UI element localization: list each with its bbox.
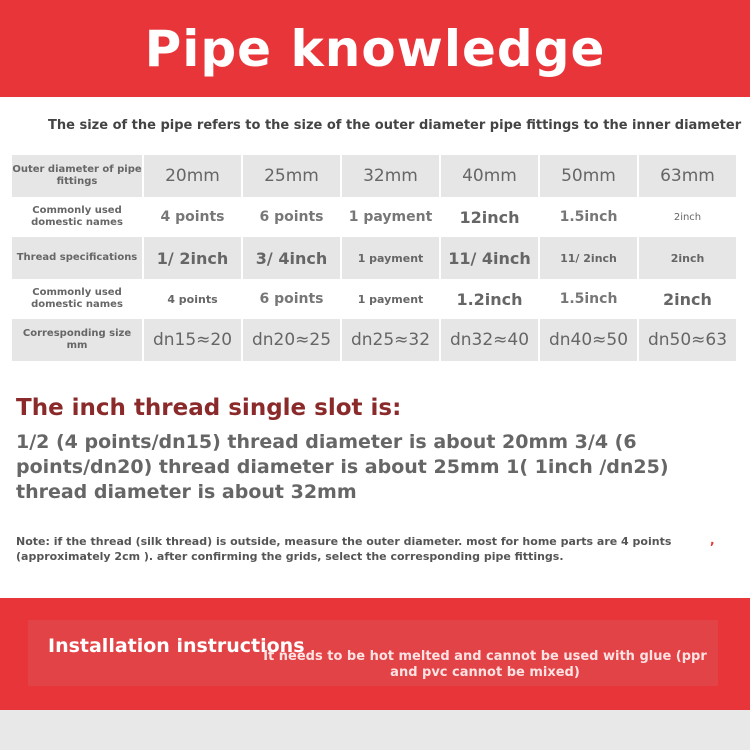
table-cell: 4 points <box>144 201 243 233</box>
table-row <box>12 237 738 279</box>
table-cell: 20mm <box>144 155 243 197</box>
table-cell: 25mm <box>243 155 342 197</box>
table-row <box>12 319 738 361</box>
table-cell: 1 payment <box>342 283 441 315</box>
table-cell: 1.2inch <box>441 283 540 315</box>
footer-title: Installation instructions <box>48 635 305 657</box>
footer-text: It needs to be hot melted and cannot be used with glue (ppr and pvc cannot be mixed) <box>263 649 707 680</box>
section-body: 1/2 (4 points/dn15) thread diameter is about 20mm 3/4 (6 points/dn20) thread diameter is about 25mm 1( 1inch /dn25) thread diameter is about 32mm <box>16 431 669 503</box>
table-row <box>12 283 738 315</box>
table-row <box>12 155 738 197</box>
intro-text: The size of the pipe refers to the size of the outer diameter pipe fittings to the inner diameter <box>48 118 742 133</box>
table-cell: 1 payment <box>342 201 441 233</box>
footer-panel <box>28 620 718 686</box>
table-cell: 1.5inch <box>540 283 639 315</box>
row-header: Corresponding size mm <box>12 319 144 361</box>
spec-table <box>12 155 738 365</box>
table-cell: 2inch <box>639 237 738 279</box>
table-row <box>12 201 738 233</box>
table-cell: 4 points <box>144 283 243 315</box>
row-header: Outer diameter of pipe fittings <box>12 155 144 197</box>
table-cell: 2inch <box>639 201 738 233</box>
header-banner <box>0 0 750 97</box>
table-cell: 1.5inch <box>540 201 639 233</box>
table-cell: 12inch <box>441 201 540 233</box>
section-title: The inch thread single slot is: <box>16 395 402 421</box>
footer-banner <box>0 598 750 710</box>
table-cell: 11/ 4inch <box>441 237 540 279</box>
table-cell: 2inch <box>639 283 738 315</box>
table-cell: 40mm <box>441 155 540 197</box>
table-cell: dn20≈25 <box>243 319 342 361</box>
table-cell: 6 points <box>243 201 342 233</box>
row-header: Commonly used domestic names <box>12 201 144 233</box>
table-cell: dn50≈63 <box>639 319 738 361</box>
table-cell: 1 payment <box>342 237 441 279</box>
table-cell: 1/ 2inch <box>144 237 243 279</box>
table-cell: 32mm <box>342 155 441 197</box>
note-mark: , <box>710 533 715 547</box>
table-cell: dn40≈50 <box>540 319 639 361</box>
row-header: Commonly used domestic names <box>12 283 144 315</box>
table-cell: 50mm <box>540 155 639 197</box>
table-cell: dn25≈32 <box>342 319 441 361</box>
note-text: Note: if the thread (silk thread) is outside, measure the outer diameter. most for home parts are 4 points (approximately 2cm ). after confirming the grids, select the corresponding pipe fittings. <box>16 535 672 563</box>
table-cell: 6 points <box>243 283 342 315</box>
row-header: Thread specifications <box>12 237 144 279</box>
table-cell: dn15≈20 <box>144 319 243 361</box>
page-title: Pipe knowledge <box>144 19 606 78</box>
bottom-band <box>0 710 750 750</box>
table-cell: 11/ 2inch <box>540 237 639 279</box>
table-cell: 63mm <box>639 155 738 197</box>
table-cell: 3/ 4inch <box>243 237 342 279</box>
table-cell: dn32≈40 <box>441 319 540 361</box>
